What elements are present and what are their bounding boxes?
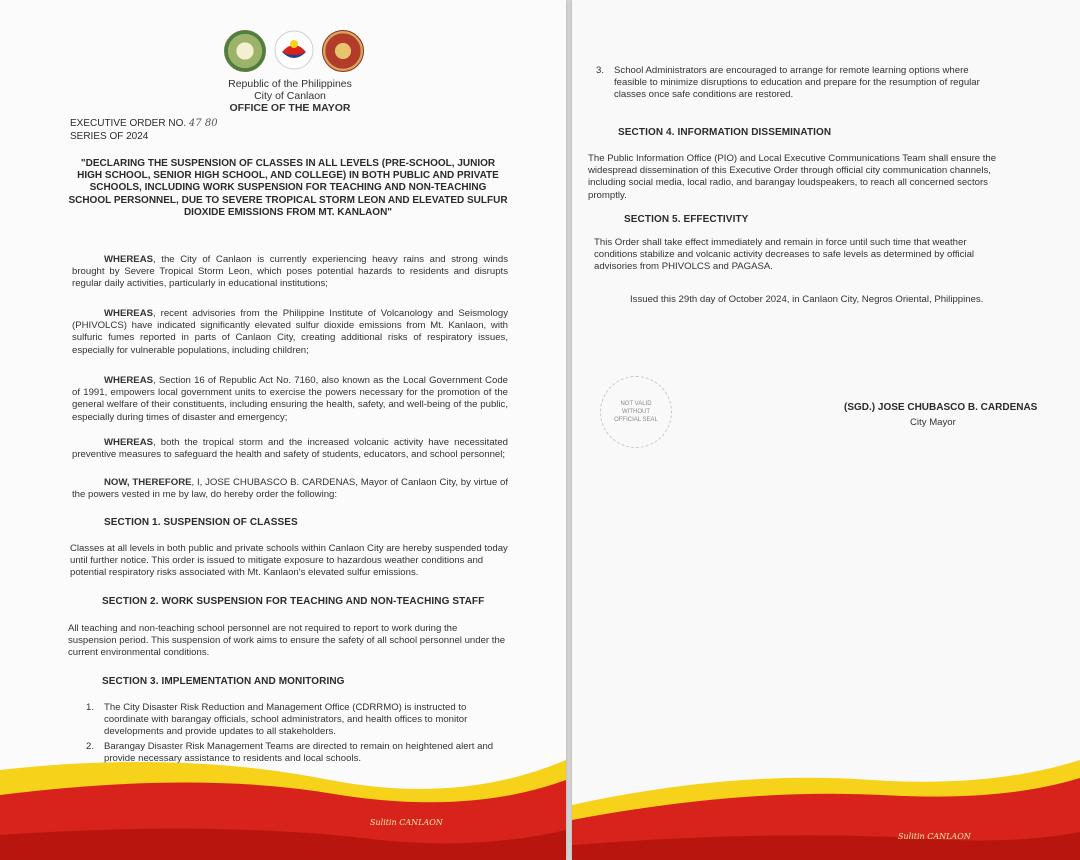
list-item-number: 2. [86, 741, 95, 752]
series-label: SERIES OF 2024 [70, 131, 149, 142]
header-city: City of Canlaon [254, 90, 326, 102]
list-item-number: 3. [596, 65, 605, 76]
section-5-text: This Order shall take effect immediately and remain in force until such time that weather conditions stabilize and volcanic activity decreases to safe levels as determined by official advisories from PHIVOLCS and PAGASA. [594, 237, 975, 273]
stamp-text: NOT VALID WITHOUT OFFICIAL SEAL [614, 401, 658, 423]
section-1-text: Classes at all levels in both public and private schools within Canlaon City are hereby suspended today until further notice. This order is issued to mitigate exposure to hazardous weather conditions and potential respiratory risks associated with Mt. Kanlaon's elevated sulfur emissions. [70, 543, 508, 579]
canlaon-city-seal-icon [224, 30, 266, 72]
footer-brand-logo: Sulitin CANLAON [370, 818, 443, 827]
issued-date-text: Issued this 29th day of October 2024, in Canlaon City, Negros Oriental, Philippines. [630, 294, 984, 305]
section-4-heading: SECTION 4. INFORMATION DISSEMINATION [618, 127, 832, 138]
whereas-paragraph-1: WHEREAS, the City of Canlaon is currently experiencing heavy rains and strong winds brought by Severe Tropical Storm Leon, which poses potential hazards to residents and disrupts regular daily activities, particularly in educational institutions; [72, 254, 508, 290]
section-2-heading: SECTION 2. WORK SUSPENSION FOR TEACHING AND NON-TEACHING STAFF [102, 596, 485, 607]
section-1-heading: SECTION 1. SUSPENSION OF CLASSES [104, 517, 298, 528]
list-item-text: The City Disaster Risk Reduction and Management Office (CDRRMO) is instructed to coordinate with barangay officials, school administrators, and health offices to monitor developments and provide updates to all stakeholders. [104, 702, 468, 737]
section-2-text: All teaching and non-teaching school personnel are not required to report to work during the suspension period. This suspension of work aims to ensure the safety of all school personnel under the current environmental conditions. [68, 623, 506, 659]
footer-brand-logo: Sulitin CANLAON [898, 832, 971, 841]
municipal-seal-icon [322, 30, 364, 72]
bagong-pilipinas-logo-icon [274, 30, 314, 70]
header-office: OFFICE OF THE MAYOR [229, 102, 351, 114]
now-therefore-paragraph: NOW, THEREFORE, I, JOSE CHUBASCO B. CARDENAS, Mayor of Canlaon City, by virtue of the powers vested in me by law, do hereby order the following: [72, 477, 508, 501]
whereas-paragraph-3: WHEREAS, Section 16 of Republic Act No. 7160, also known as the Local Government Code of 1991, empowers local government units to exercise the powers necessary for the promotion of the general welfare of their constituents, including ensuring the health, safety, and well-being of the public, especially during times of disaster and emergency; [72, 375, 508, 423]
footer-wave-graphic [572, 750, 1080, 860]
section-3-heading: SECTION 3. IMPLEMENTATION AND MONITORING [102, 676, 345, 687]
list-item-text: Barangay Disaster Risk Management Teams are directed to remain on heightened alert and provide necessary assistance to residents and local schools. [104, 741, 494, 764]
footer-wave-graphic [0, 750, 566, 860]
list-item [86, 702, 504, 740]
signatory-title: City Mayor [910, 417, 956, 428]
list-item-text: School Administrators are encouraged to arrange for remote learning options where feasible to minimize disruptions to education and prepare for the resumption of regular classes once safe conditions are restored. [614, 65, 980, 100]
eo-number-label: EXECUTIVE ORDER NO. [70, 118, 187, 129]
whereas-paragraph-4: WHEREAS, both the tropical storm and the increased volcanic activity have necessitated preventive measures to safeguard the health and safety of students, educators, and school personnel; [72, 437, 508, 461]
executive-order-number [70, 118, 218, 131]
section-4-text: The Public Information Office (PIO) and Local Executive Communications Team shall ensure the widespread dissemination of this Executive Order through official city communication channels, including social media, local radio, and barangay loudspeakers, to reach all concerned sectors promptly. [588, 153, 997, 201]
document-page-right [572, 0, 1080, 860]
list-item-number: 1. [86, 702, 95, 713]
signatory-name: (SGD.) JOSE CHUBASCO B. CARDENAS [844, 402, 1038, 413]
section-5-heading: SECTION 5. EFFECTIVITY [624, 214, 749, 225]
order-title: "DECLARING THE SUSPENSION OF CLASSES IN ALL LEVELS (PRE-SCHOOL, JUNIOR HIGH SCHOOL, SENIOR HIGH SCHOOL, AND COLLEGE) IN BOTH PUBLIC AND PRIVATE SCHOOLS, INCLUDING WORK SUSPENSION FOR TEACHING AND NON-TEACHING SCHOOL PERSONNEL, DUE TO SEVERE TROPICAL STORM LEON AND ELEVATED SULFUR DIOXIDE EMISSIONS FROM MT. KANLAON" [68, 158, 508, 218]
official-seal-stamp [600, 376, 672, 448]
list-item [596, 65, 994, 105]
eo-number-handwritten: 47 80 [188, 118, 218, 129]
header-republic: Republic of the Philippines [228, 78, 352, 90]
header-seals [224, 30, 364, 72]
whereas-paragraph-2: WHEREAS, recent advisories from the Philippine Institute of Volcanology and Seismology (PHIVOLCS) have indicated significantly elevated sulfur dioxide emissions from Mt. Kanlaon, with sulfuric fumes reported in parts of Canlaon City, creating additional risks of respiratory issues, especially for vulnerable populations, including children; [72, 308, 508, 356]
